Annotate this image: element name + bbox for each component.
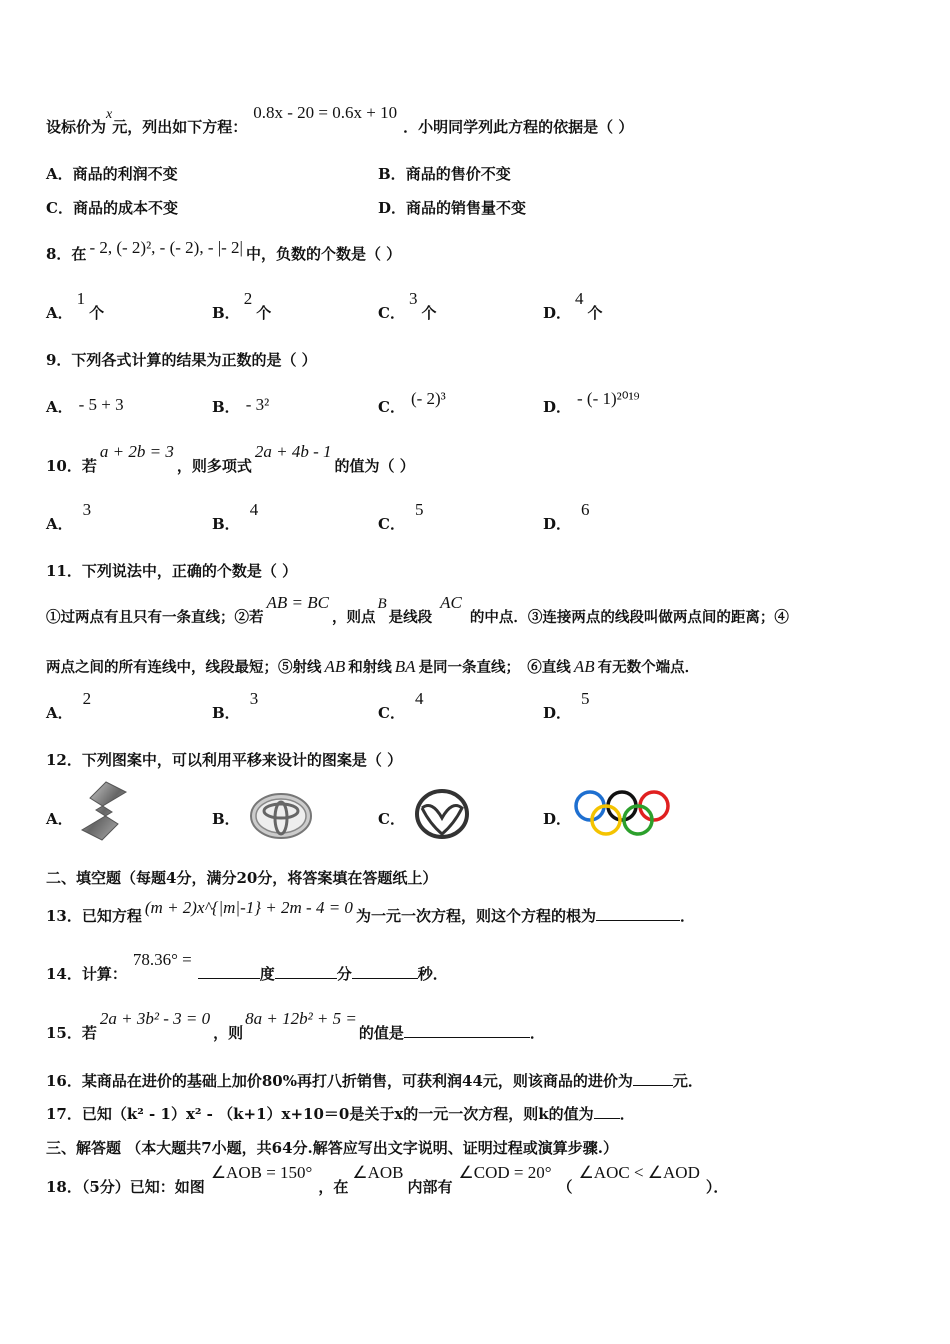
section2-heading: 二、填空题（每题4分，满分20分，将答案填在答题纸上）	[46, 869, 438, 887]
q16: 16．某商品在进价的基础上加价80%再打八折销售，可获利润44元，则该商品的进价为 元．	[46, 1072, 703, 1090]
q11-option-c[interactable]: C．4	[378, 689, 424, 722]
q9-option-b[interactable]: B． - 3²	[212, 395, 270, 416]
q14-second-blank[interactable]	[352, 964, 418, 979]
q12-option-a[interactable]: A．	[46, 810, 73, 828]
q7-option-d[interactable]: D．商品的销售量不变	[378, 199, 527, 217]
suzuki-logo	[76, 780, 132, 842]
section3-heading: 三、解答题 （本大题共7小题，共64分.解答应写出文字说明、证明过程或演算步骤.）	[46, 1139, 618, 1157]
q7-option-c[interactable]: C．商品的成本不变	[46, 199, 178, 217]
q9-stem: 9．下列各式计算的结果为正数的是（ ）	[46, 351, 317, 369]
q8-option-b[interactable]: B．2个	[212, 289, 272, 322]
q9-option-d[interactable]: D． - (- 1)²⁰¹⁹	[543, 389, 640, 416]
q9-option-c[interactable]: C． (- 2)³	[378, 389, 446, 416]
q15: 15．若2a + 3b² - 3 = 0，则8a + 12b² + 5 =的值是 ．	[46, 1009, 545, 1042]
q13-answer-blank[interactable]	[596, 906, 680, 921]
q11-option-d[interactable]: D．5	[543, 689, 590, 722]
q8-option-a[interactable]: A．1个	[46, 289, 105, 322]
q11-option-b[interactable]: B．3	[212, 689, 259, 722]
q10-option-b[interactable]: B．4	[212, 500, 259, 533]
q12-option-d[interactable]: D．	[543, 810, 572, 828]
q12-option-c[interactable]: C．	[378, 810, 405, 828]
q10-option-c[interactable]: C．5	[378, 500, 424, 533]
q7-stem: 设标价为x元，列出如下方程：0.8x - 20 = 0.6x + 10．小明同学列此方程的依据是（ ）	[46, 103, 634, 136]
q12-option-b[interactable]: B．	[212, 810, 240, 828]
q13: 13．已知方程 (m + 2)x^{|m|-1} + 2m - 4 = 0 为一元一次方程，则这个方程的根为 ．	[46, 898, 695, 925]
q8-stem: 8．在 - 2, (- 2)², - (- 2), - |- 2| 中，负数的个数是（ ）	[46, 238, 402, 263]
q14-minute-blank[interactable]	[275, 964, 337, 979]
q11-statement-line1: ①过两点有且只有一条直线；②若AB = BC，则点B是线段AC的中点．③连接两点的线段叫做两点间的距离；④	[46, 593, 789, 626]
q8-option-c[interactable]: C．3个	[378, 289, 437, 322]
q11-stem: 11．下列说法中，正确的个数是（ ）	[46, 562, 298, 580]
q10-option-a[interactable]: A．3	[46, 500, 92, 533]
q15-answer-blank[interactable]	[404, 1023, 530, 1038]
q10-option-d[interactable]: D．6	[543, 500, 590, 533]
q14: 14．计算：78.36° =度 分 秒．	[46, 950, 448, 983]
q7-option-a[interactable]: A．商品的利润不变	[46, 165, 178, 183]
mazda-logo	[414, 788, 470, 840]
olympic-rings	[572, 788, 672, 838]
q10-stem: 10．若a + 2b = 3，则多项式2a + 4b - 1的值为（ ）	[46, 442, 415, 475]
q17: 17．已知（k² - 1）x² - （k+1）x+10＝0是关于x的一元一次方程，则k的值为 ．	[46, 1105, 635, 1123]
q11-statement-line2: 两点之间的所有连线中，线段最短；⑤射线 AB 和射线 BA 是同一条直线； ⑥直线 AB 有无数个端点．	[46, 657, 700, 676]
q18: 18．（5分）已知：如图∠AOB = 150°，在∠AOB内部有∠COD = 20°（∠AOC < ∠AOD）．	[46, 1163, 729, 1196]
q12-stem: 12．下列图案中，可以利用平移来设计的图案是（ ）	[46, 751, 403, 769]
q17-answer-blank[interactable]	[594, 1104, 620, 1119]
q16-answer-blank[interactable]	[633, 1071, 673, 1086]
q11-option-a[interactable]: A．2	[46, 689, 92, 722]
q9-option-a[interactable]: A． - 5 + 3	[46, 395, 124, 416]
q8-option-d[interactable]: D．4个	[543, 289, 603, 322]
q14-degree-blank[interactable]	[198, 964, 260, 979]
toyota-logo	[248, 790, 314, 842]
q7-option-b[interactable]: B．商品的售价不变	[378, 165, 511, 183]
